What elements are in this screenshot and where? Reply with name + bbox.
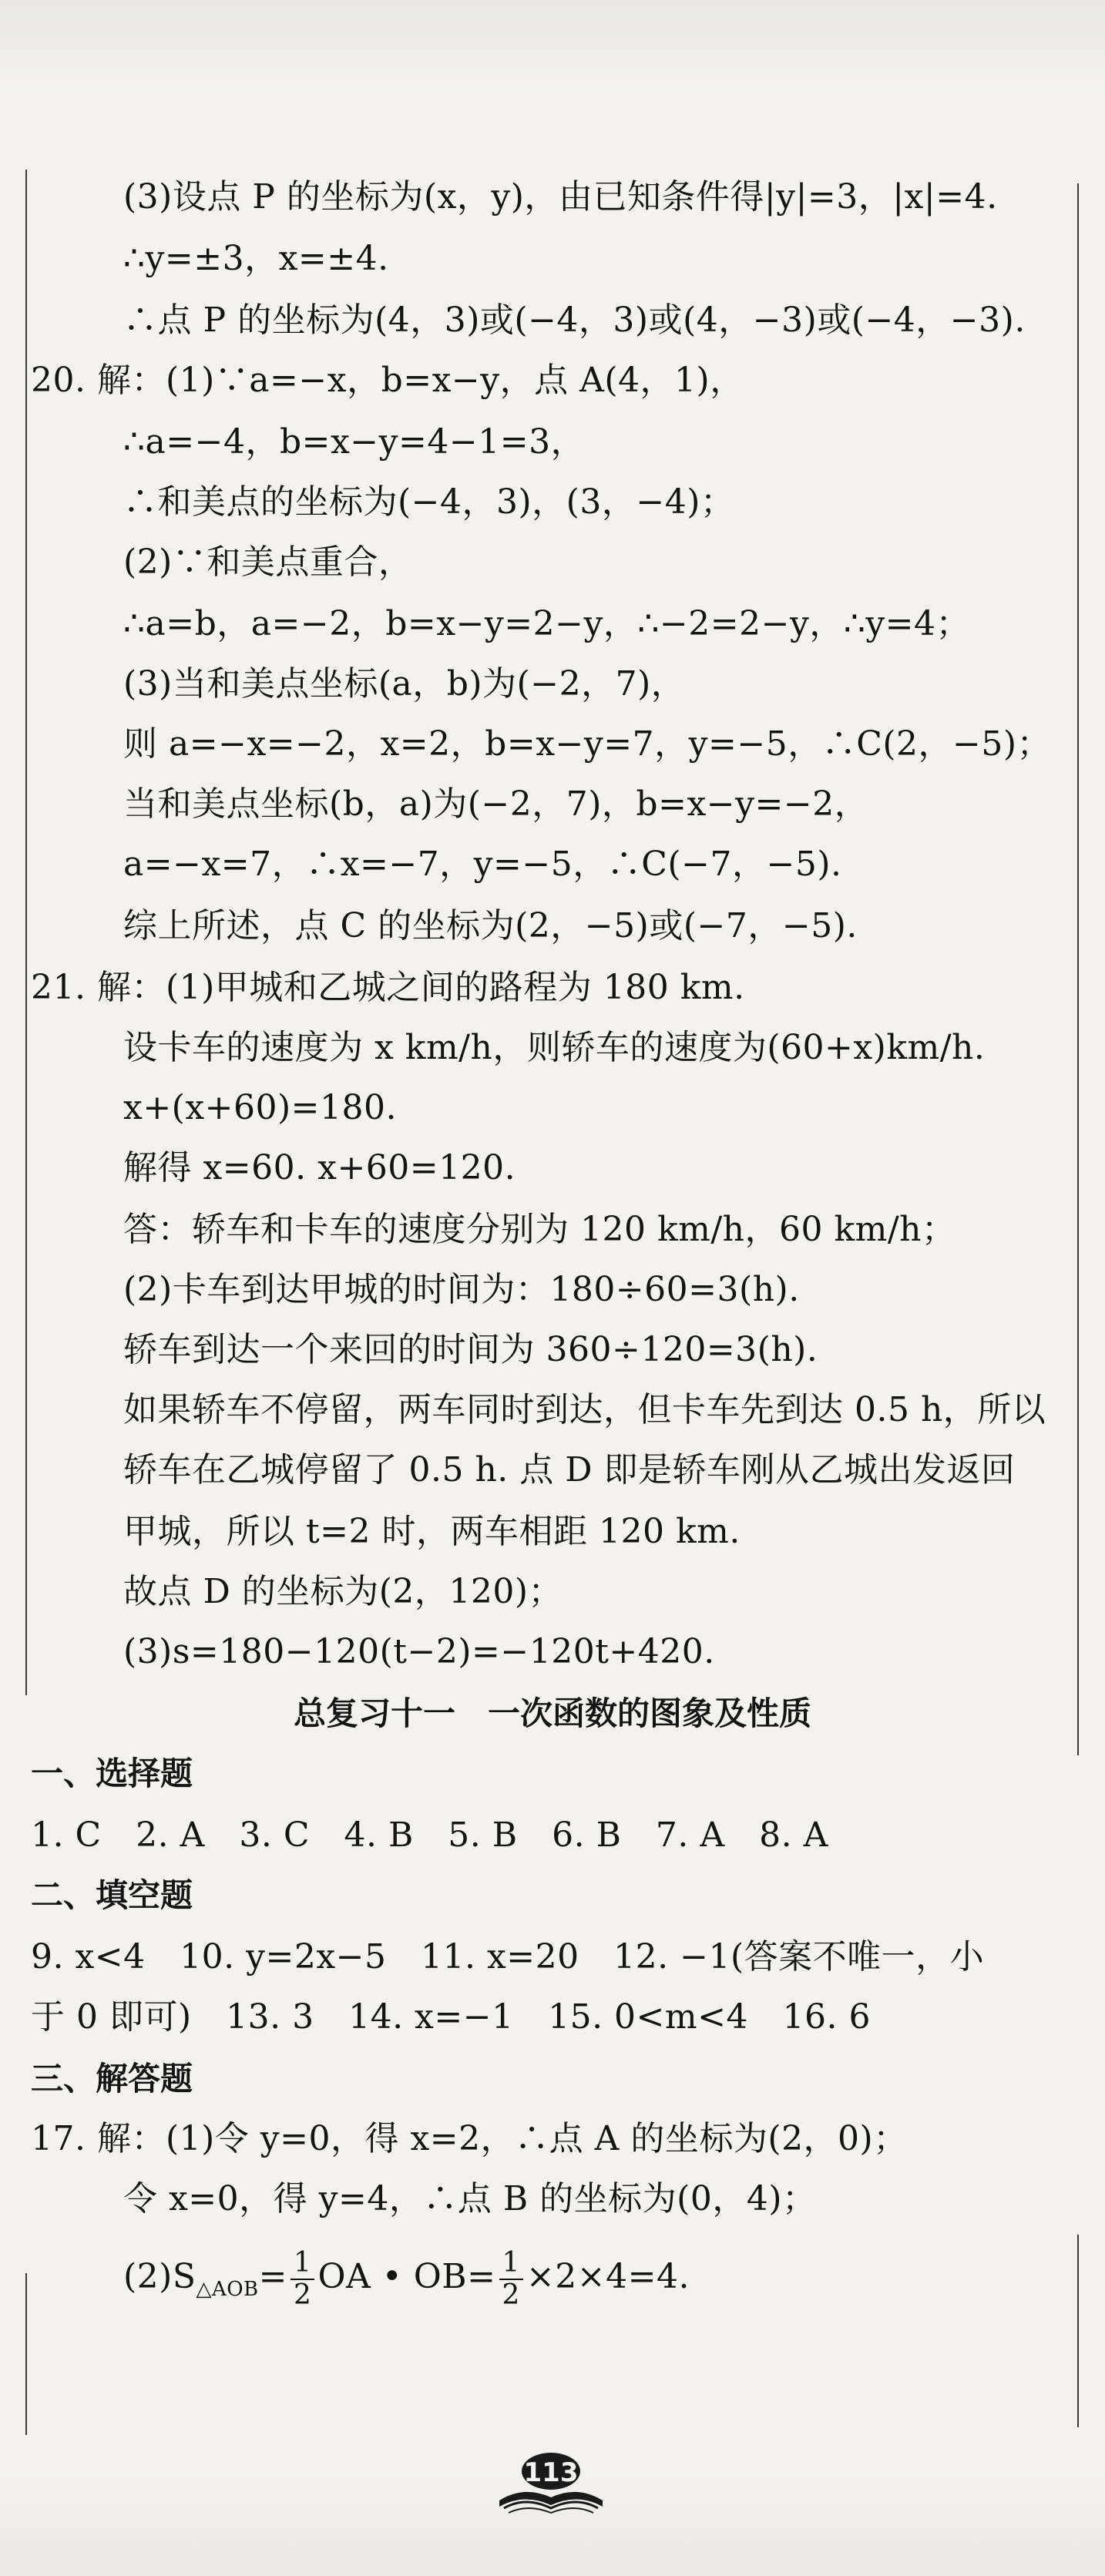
fill-answers-line-2: 于 0 即可) 13. 3 14. x=−1 15. 0<m<4 16. 6 [31, 1997, 871, 2037]
choice-answers: 1. C 2. A 3. C 4. B 5. B 6. B 7. A 8. A [31, 1815, 828, 1855]
text-line: 则 a=−x=−2，x=2，b=x−y=7，y=−5，∴C(2，−5)； [123, 724, 1052, 764]
text-line: ∴和美点的坐标为(−4，3)，(3，−4)； [123, 482, 735, 522]
part-heading-solve: 三、解答题 [31, 2060, 193, 2097]
formula-tail: ×2×4=4. [526, 2257, 690, 2296]
area-formula-line [123, 2242, 690, 2324]
area-prefix: (2)S [123, 2257, 196, 2296]
text-line: (2)∵和美点重合， [123, 542, 413, 582]
text-line: 答：轿车和卡车的速度分别为 120 km/h，60 km/h； [123, 1210, 956, 1249]
question-17: 17. 解：(1)令 y=0，得 x=2，∴点 A 的坐标为(2，0)； [31, 2119, 908, 2158]
fraction-one-half [291, 2246, 314, 2311]
fraction-numerator: 1 [291, 2249, 314, 2280]
left-margin-rule [25, 170, 27, 1695]
text-line: (3)s=180−120(t−2)=−120t+420. [123, 1632, 715, 1671]
right-margin-rule [1077, 183, 1079, 1755]
text-line: ∴y=±3，x=±4. [123, 239, 389, 278]
text-line: 令 x=0，得 y=4，∴点 B 的坐标为(0，4)； [123, 2179, 817, 2218]
text-line: 如果轿车不停留，两车同时到达，但卡车先到达 0.5 h，所以 [123, 1390, 1046, 1429]
fraction-numerator: 1 [499, 2249, 523, 2280]
text-line: (2)卡车到达甲城的时间为：180÷60=3(h). [123, 1270, 800, 1309]
text-line: 综上所述，点 C 的坐标为(2，−5)或(−7，−5). [123, 906, 858, 945]
text-line: 轿车到达一个来回的时间为 360÷120=3(h). [123, 1330, 818, 1369]
part-heading-fill: 二、填空题 [31, 1876, 193, 1914]
question-20: 20. 解：(1)∵a=−x，b=x−y，点 A(4，1)， [31, 361, 744, 400]
text-line: 甲城，所以 t=2 时，两车相距 120 km. [123, 1512, 741, 1551]
text-line: ∴a=b，a=−2，b=x−y=2−y，∴−2=2−y，∴y=4； [123, 604, 971, 643]
page-number: 113 [523, 2457, 579, 2488]
formula-middle: OA • OB= [317, 2257, 496, 2296]
equals: = [258, 2257, 288, 2296]
text-line: x+(x+60)=180. [123, 1088, 398, 1127]
left-margin-rule-lower [25, 2273, 27, 2435]
text-line: a=−x=7，∴x=−7，y=−5，∴C(−7，−5). [123, 845, 842, 884]
text-line: 解得 x=60. x+60=120. [123, 1148, 516, 1187]
fraction-one-half [499, 2246, 523, 2311]
question-21: 21. 解：(1)甲城和乙城之间的路程为 180 km. [31, 968, 745, 1007]
part-heading-choice: 一、选择题 [31, 1755, 193, 1792]
right-margin-rule-lower [1077, 2235, 1079, 2427]
page-number-badge [493, 2447, 609, 2520]
text-line: 轿车在乙城停留了 0.5 h. 点 D 即是轿车刚从乙城出发返回 [123, 1450, 1016, 1490]
fill-answers-line-1: 9. x<4 10. y=2x−5 11. x=20 12. −1(答案不唯一，小 [31, 1937, 985, 1977]
area-subscript: △AOB [196, 2278, 259, 2301]
text-line: 故点 D 的坐标为(2，120)； [123, 1572, 563, 1611]
text-line: ∴点 P 的坐标为(4，3)或(−4，3)或(4，−3)或(−4，−3). [123, 301, 1026, 340]
text-line: (3)设点 P 的坐标为(x，y)，由已知条件得|y|=3，|x|=4. [123, 177, 998, 217]
section-title: 总复习十一 一次函数的图象及性质 [293, 1694, 811, 1732]
fraction-denominator: 2 [502, 2279, 520, 2311]
text-line: ∴a=−4，b=x−y=4−1=3， [123, 422, 586, 462]
text-line: 设卡车的速度为 x km/h，则轿车的速度为(60+x)km/h. [123, 1028, 986, 1067]
text-line: 当和美点坐标(b，a)为(−2，7)，b=x−y=−2， [123, 784, 869, 824]
text-line: (3)当和美点坐标(a，b)为(−2，7)， [123, 664, 686, 704]
fraction-denominator: 2 [294, 2279, 312, 2311]
